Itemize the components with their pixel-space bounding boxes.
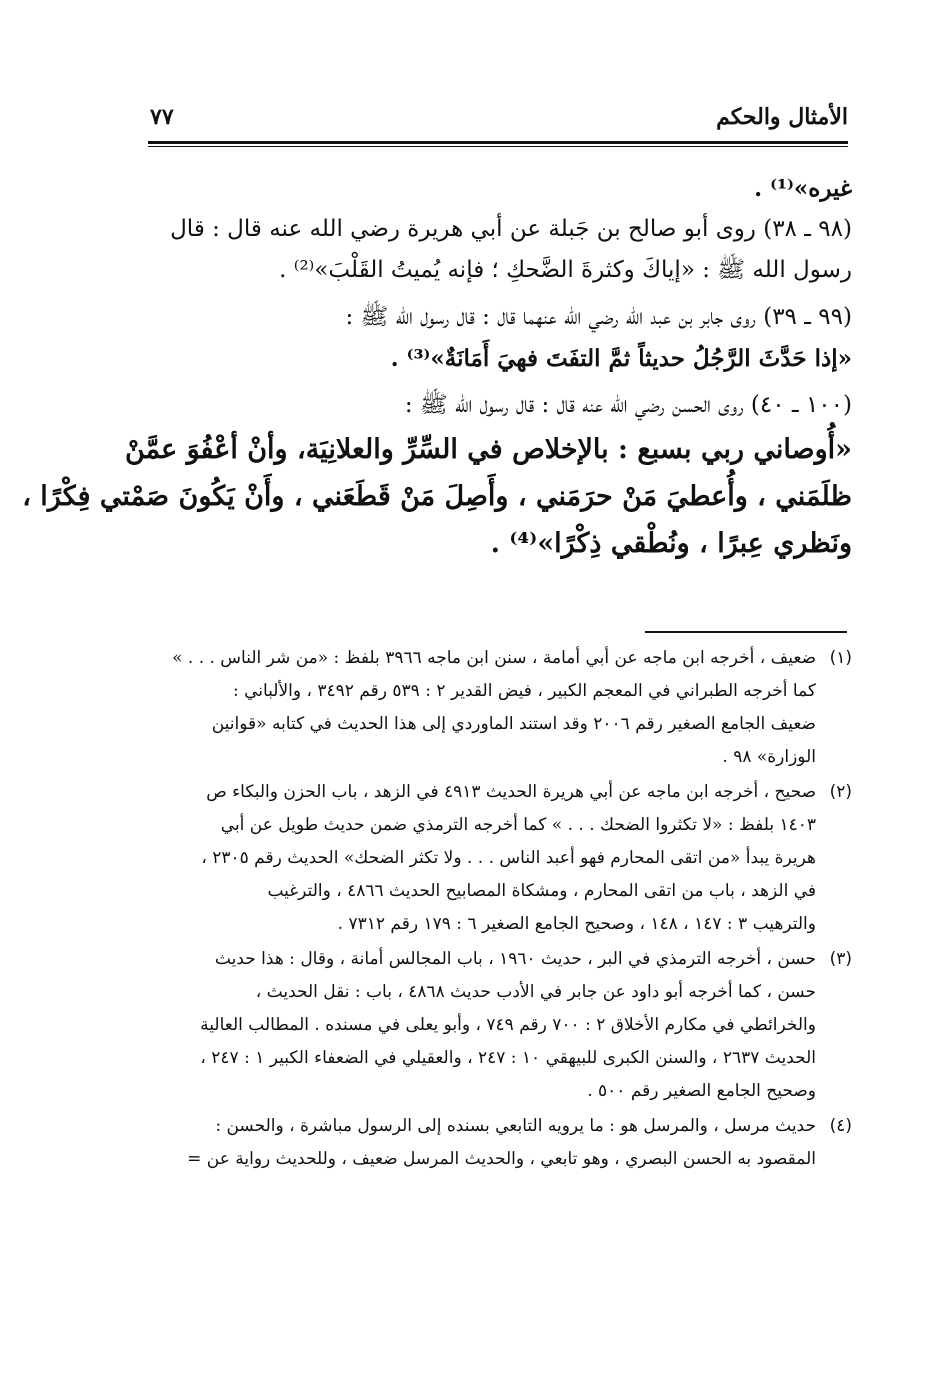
footnote-line: كما أخرجه الطبراني في المعجم الكبير ، فيض القدير ٢ : ٥٣٩ رقم ٣٤٩٢ ، والألباني : <box>232 681 816 701</box>
footnote-line: الحديث ٢٦٣٧ ، والسنن الكبرى للبيهقي ١٠ : ٢٤٧ ، والعقيلي في الضعفاء الكبير ١ : ٢٤٧ ، <box>200 1048 816 1068</box>
footnote-line: المقصود به الحسن البصري ، وهو تابعي ، والحديث المرسل ضعيف ، وللحديث رواية عن = <box>187 1149 816 1169</box>
footnote-line: حسن ، أخرجه الترمذي في البر ، حديث ١٩٦٠ ، باب المجالس أمانة ، وقال : هذا حديث <box>214 949 816 969</box>
text-line: غيره»⁽¹⁾ . <box>754 175 852 202</box>
hadith-line: ونَظري عِبرًا ، ونُطْقي ذِكْرًا»⁽⁴⁾ . <box>490 528 852 559</box>
footnote <box>128 943 852 1108</box>
footnote-line: صحيح ، أخرجه ابن ماجه عن أبي هريرة الحديث ٤٩١٣ في الزهد ، باب الحزن والبكاء ص <box>206 782 816 802</box>
page-header <box>148 98 848 140</box>
footnote-line: ضعيف الجامع الصغير رقم ٢٠٠٦ وقد استند الماوردي إلى هذا الحديث في كتابه «قوانين <box>211 714 816 734</box>
hadith-line: ظلَمَني ، وأُعطيَ مَنْ حرَمَني ، وأَصِلَ مَنْ قَطَعَني ، وأَنْ يَكُونَ صَمْتي فِكْرًا ، <box>22 481 852 512</box>
footnote-line: هريرة يبدأ «من اتقى المحارم فهو أعبد الناس . . . ولا تكثر الضحك» الحديث رقم ٢٣٠٥ ، <box>201 848 816 868</box>
page-number: ٧٧ <box>150 104 174 130</box>
footnote-line: في الزهد ، باب من اتقى المحارم ، ومشكاة المصابيح الحديث ٤٨٦٦ ، والترغيب <box>267 881 816 901</box>
footnote-number: (٤) <box>829 1116 852 1136</box>
footnote-line: وصحيح الجامع الصغير رقم ٥٠٠ . <box>587 1081 816 1101</box>
text-line: (١٠٠ ـ ٤٠) روى الحسن رضي الله عنه قال : قال رسول الله ﷺ : <box>404 392 852 418</box>
footnote-number: (٢) <box>829 782 852 802</box>
main-text <box>22 168 852 567</box>
text-line: «إذا حَدَّثَ الرَّجُلُ حديثاً ثمَّ التفَتَ فهيَ أَمَانَةٌ»⁽³⁾ . <box>390 345 852 372</box>
text-line: (٩٩ ـ ٣٩) روى جابر بن عبد الله رضي الله عنهما قال : قال رسول الله ﷺ : <box>345 304 852 330</box>
footnote <box>128 1110 852 1176</box>
running-title: الأمثال والحكم <box>716 104 848 130</box>
hadith-line: «أُوصاني ربي بسبع : بالإخلاص في السِّرِّ والعلانِيَة، وأنْ أعْفُوَ عمَّنْ <box>124 434 852 465</box>
footnote-line: والترهيب ٣ : ١٤٧ ، ١٤٨ ، وصحيح الجامع الصغير ٦ : ١٧٩ رقم ٧٣١٢ . <box>337 914 816 934</box>
footnote-number: (٣) <box>829 949 852 969</box>
footnote-line: ١٤٠٣ بلفظ : «لا تكثروا الضحك . . . » كما أخرجه الترمذي ضمن حديث طويل عن أبي <box>220 815 816 835</box>
text-line: (٩٨ ـ ٣٨) روى أبو صالح بن جَبلة عن أبي هريرة رضي الله عنه قال : قال <box>170 216 852 242</box>
footnotes <box>128 642 852 1178</box>
footnote-number: (١) <box>829 648 852 668</box>
footnote <box>128 642 852 774</box>
footnote-line: ضعيف ، أخرجه ابن ماجه عن أبي أمامة ، سنن ابن ماجه ٣٩٦٦ بلفظ : «من شر الناس . . . » <box>172 648 816 668</box>
text-line: رسول الله ﷺ : «إياكَ وكثرةَ الضَّحكِ ؛ فإنه يُميتُ القَلْبَ»⁽²⁾ . <box>279 257 852 283</box>
footnote-line: حديث مرسل ، والمرسل هو : ما يرويه التابعي بسنده إلى الرسول مباشرة ، والحسن : <box>215 1116 816 1136</box>
header-rule-thin <box>148 146 848 147</box>
footnote-line: الوزارة» ٩٨ . <box>722 747 816 767</box>
footnote-line: والخرائطي في مكارم الأخلاق ٢ : ٧٠٠ رقم ٧٤٩ ، وأبو يعلى في مسنده . المطالب العالية <box>200 1015 816 1035</box>
footnote-line: حسن ، كما أخرجه أبو داود عن جابر في الأدب حديث ٤٨٦٨ ، باب : نقل الحديث ، <box>255 982 816 1002</box>
footnote-separator <box>645 631 847 633</box>
header-rule-thick <box>148 141 848 144</box>
footnote <box>128 776 852 941</box>
